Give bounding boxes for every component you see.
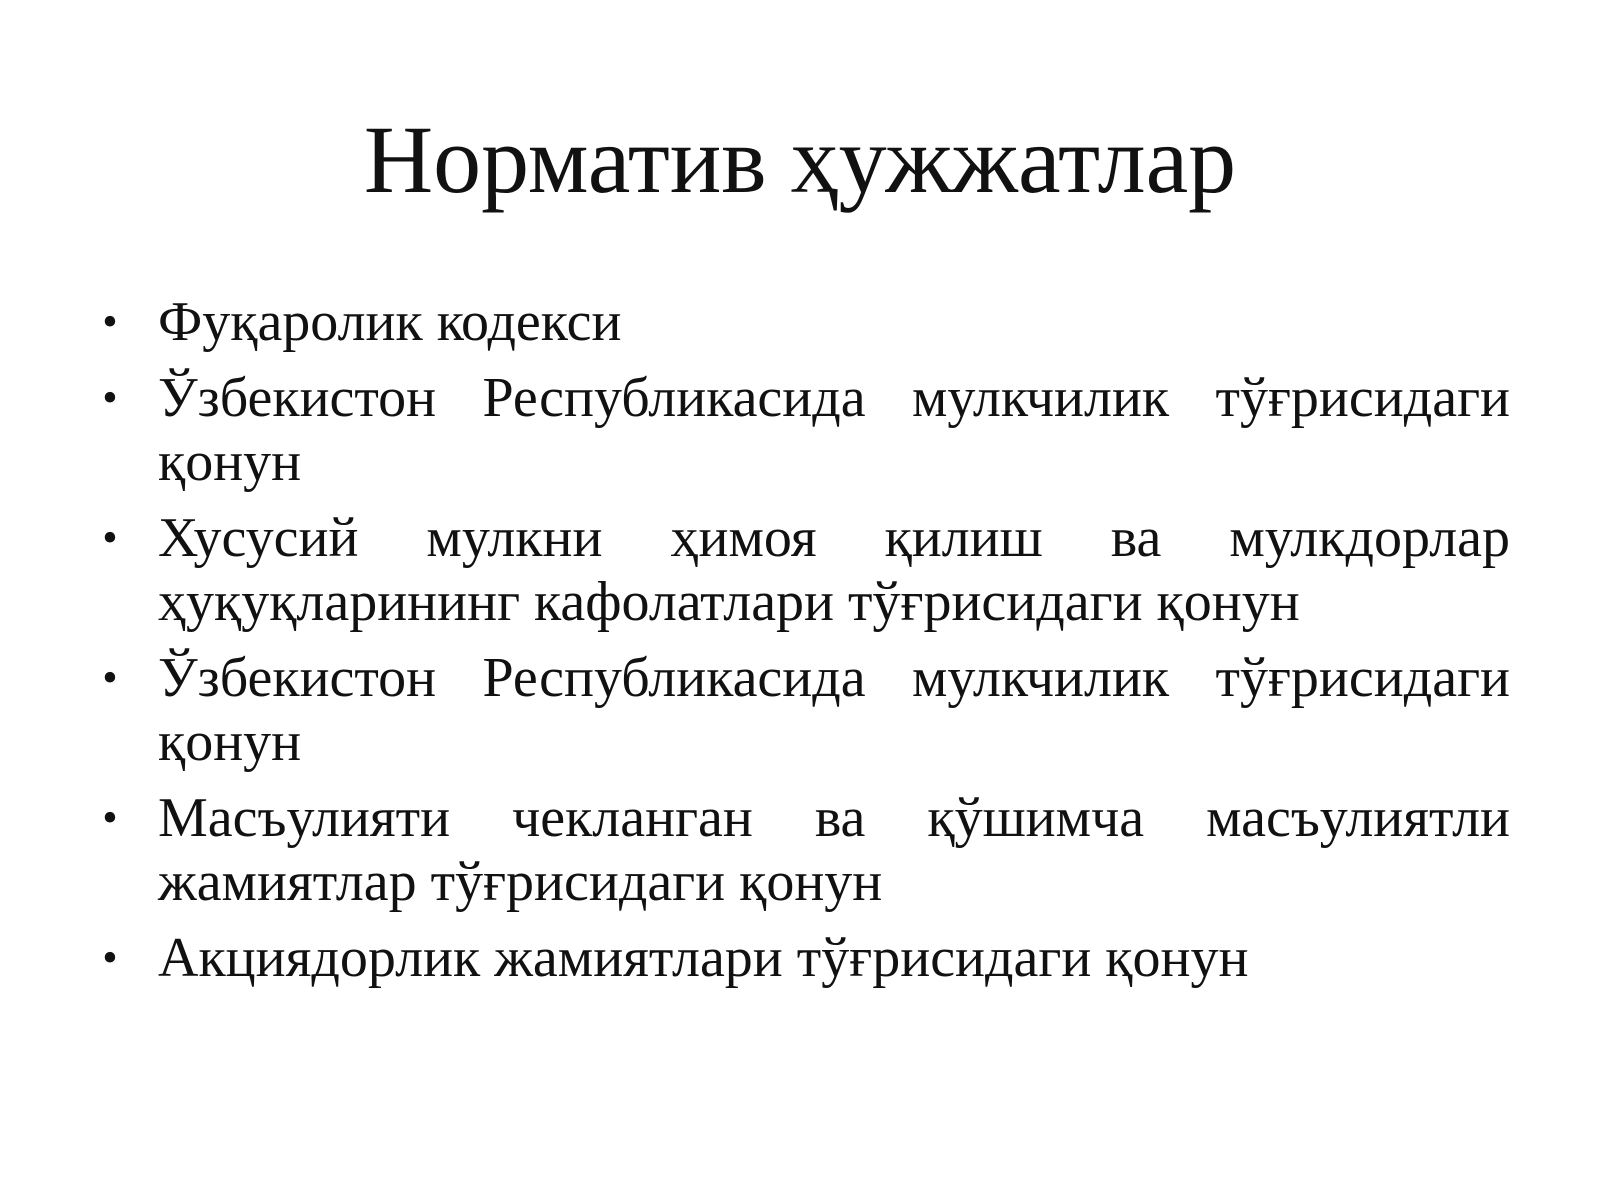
- list-item: [90, 926, 1510, 990]
- bullet-icon: •: [102, 373, 118, 422]
- list-item: [90, 290, 1510, 354]
- list-item-text: Фуқаролик кодекси: [158, 291, 622, 353]
- bullet-icon: •: [102, 297, 118, 346]
- list-item-text: Хусусий мулкни ҳимоя қилиш ва мулкдорлар ҳуқуқларининг кафолатлари тўғрисидаги қонун: [158, 507, 1510, 633]
- list-item-text: Масъулияти чекланган ва қўшимча масъулиятли жамиятлар тўғрисидаги қонун: [158, 787, 1510, 913]
- list-item-text: Ўзбекистон Республикасида мулкчилик тўғрисидаги қонун: [158, 647, 1510, 773]
- slide-title: Норматив ҳужжатлар: [363, 106, 1237, 213]
- bullet-icon: •: [102, 793, 118, 842]
- list-item: [90, 786, 1510, 914]
- list-item: [90, 506, 1510, 634]
- list-item-text: Акциядорлик жамиятлари тўғрисидаги қонун: [158, 927, 1249, 989]
- list-item: [90, 646, 1510, 774]
- bullet-icon: •: [102, 933, 118, 982]
- bullet-list: [90, 290, 1510, 1002]
- list-item-text: Ўзбекистон Республикасида мулкчилик тўғрисидаги қонун: [158, 367, 1510, 493]
- bullet-icon: •: [102, 513, 118, 562]
- list-item: [90, 366, 1510, 494]
- bullet-icon: •: [102, 653, 118, 702]
